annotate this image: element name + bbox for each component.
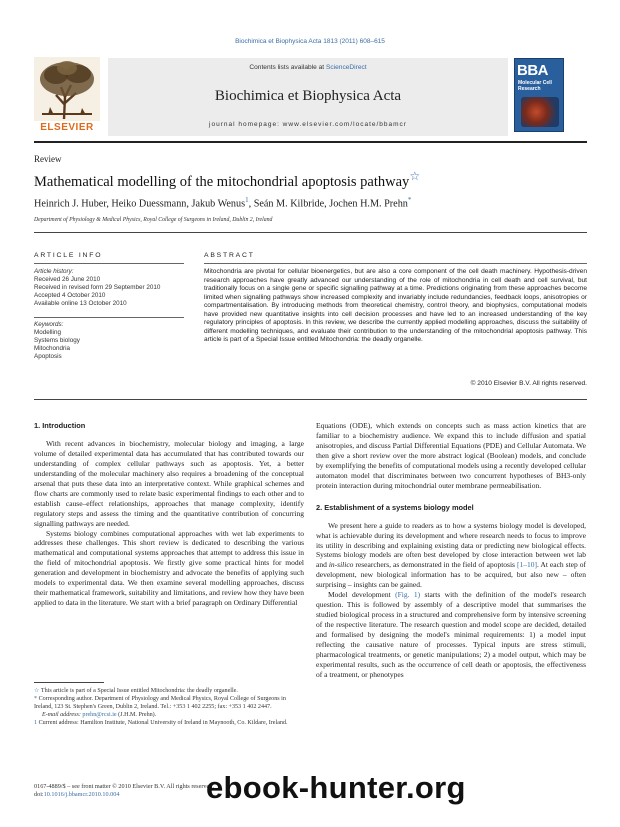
- affiliation: Department of Physiology & Medical Physics, Royal College of Surgeons in Ireland, Dublin 2, Ireland: [34, 217, 273, 223]
- author-name: Seán M. Kilbride: [253, 198, 325, 210]
- footnote: * Corresponding author. Department of Physiology and Medical Physics, Royal College of Surgeons in Ireland, 123 St. Stephen's Green, Dublin 2, Ireland. Tel.: +353 1 402 2255; fax: +353 1 402 2447.: [34, 696, 286, 710]
- cover-image: [521, 97, 559, 127]
- journal-header: [108, 58, 508, 136]
- paragraph: Equations (ODE), which extends on concepts such as mass action kinetics that are familiar to a biochemistry audience. We expand this to include diffusion and spatial anisotropies, and discuss Partial Differential Equations (PDE) and Cellular Automata. We then give a short review over the more abstract logical (Boolean) models, and conclude by exemplifying the benefits of computational models using a recently developed cellular automaton model that discriminates between two concurrent hypotheses of BH3-only protein interaction during mitochondrial outer membrane permeabilisation.: [316, 421, 586, 490]
- footnotes: [34, 687, 304, 727]
- paragraph: Systems biology combines computational approaches with wet lab experiments to addresses these challenges. This short review is dedicated to describing the various mathematical and computational systems approaches that attempt to address this issue in the field of mitochondrial apoptosis. We firstly give some practical hints for model generation and development in biochemistry and advocate the benefits of applying such models to experimental data. We then examine several modelling approaches, discuss their mathematical framework, suitability and limitations, and review how they have been applied to data in the literature. We start with a brief paragraph on Ordinary Differential: [34, 528, 304, 608]
- footnote-divider: [34, 682, 104, 683]
- header-divider: [34, 141, 587, 143]
- email-link[interactable]: prehn@rcsi.ie: [82, 712, 117, 718]
- footnote-email: E-mail address: prehn@rcsi.ie (J.H.M. Prehn).: [42, 712, 157, 718]
- divider: [34, 263, 184, 264]
- section-heading: 2. Establishment of a systems biology model: [316, 502, 474, 512]
- corresponding-author-mark[interactable]: *: [407, 196, 412, 204]
- elsevier-wordmark: ELSEVIER: [40, 122, 94, 133]
- divider: [204, 263, 587, 264]
- front-matter: [34, 783, 214, 799]
- doi-line: doi:10.1016/j.bbamcr.2010.10.004: [34, 791, 120, 798]
- divider: [34, 232, 587, 233]
- doi-link[interactable]: 10.1016/j.bbamcr.2010.10.004: [43, 791, 120, 798]
- copyright: © 2010 Elsevier B.V. All rights reserved.: [470, 380, 587, 387]
- paragraph: With recent advances in biochemistry, molecular biology and imaging, a large volume of detailed experimental data has accumulated that has contributed towards our understanding of complex cellular pathways such as apoptosis. Yet, a better understanding of the molecular machinery also requires a broadening of the conceptual arsenal that puts these data into an interpretative context. While graphical schemes and flow charts are commonly used to relate basic experimental findings to each other and to establish cause–effect relationships, approaches that manage complexity, identify regulatory steps and assess the timing and the quantitative contribution of concurring signalling pathways are needed.: [34, 438, 304, 528]
- watermark: ebook-hunter.org: [206, 770, 466, 805]
- divider: [34, 317, 184, 318]
- cover-subtitle: Molecular Cell Research: [518, 80, 552, 92]
- article-history: Article history: Received 26 June 2010 Received in revised form 29 September 2010 Accepted 4 October 2010 Available online 13 October 2010: [34, 268, 161, 307]
- article-info-heading: ARTICLE INFO: [34, 252, 103, 259]
- author-name: Heiko Duessmann: [111, 198, 187, 210]
- journal-title: Biochimica et Biophysica Acta: [214, 88, 402, 104]
- keyword: Mitochondria: [34, 345, 71, 352]
- author-name: Heinrich J. Huber: [34, 198, 107, 210]
- author-name: Jakub Wenus: [191, 198, 246, 210]
- journal-cover: [514, 58, 564, 132]
- keyword: Systems biology: [34, 337, 80, 344]
- body-column-right: [316, 421, 586, 680]
- keywords: Keywords: Modelling Systems biology Mitochondria Apoptosis: [34, 321, 184, 361]
- author-list: Heinrich J. Huber, Heiko Duessmann, Jakub Wenus$^1$, Seán M. Kilbride, Jochen H.M. Prehn*: [34, 196, 412, 210]
- paragraph: Model development (Fig. 1) starts with the definition of the model's research question. This is followed by assembly of a descriptive model that summarises the studied biological process in a structured and comprehensive form by intensive screening of the respective literature. The research question and model scope are decided, detailed and formalised by designing the model's minimal requirements: 1) a model input reflecting the causative nature of processes. Typical inputs are stress stimuli, pharmacological treatments, or genetic manipulations; 2) a model output, which may be experimental results, such as the occurrence of cell death or apoptosis, the effectiveness of a treatment, or phenotypes: [316, 590, 586, 679]
- issn-line: 0167-4889/$ – see front matter © 2010 Elsevier B.V. All rights reserved.: [34, 783, 214, 790]
- abstract-text: Mitochondria are pivotal for cellular bioenergetics, but are also a core component of the cell death machinery. Hypothesis-driven research approaches have greatly advanced our understanding of the role of mitochondria in cell death and cell survival, but traditionally focus on a single gene or specific signalling pathway at a time. Predictions originating from these approaches become limited when signalling pathways show increased complexity and invariably include redundancies, feedback loops, anisotropies or compartmentalisation. By introducing methods from theoretical chemistry, control theory, and biophysics, computational models have provided new quantitative insights into cell decision processes and have led to an increased understanding of the key regulatory principles of apoptosis. In this review, we describe the currently applied modelling approaches, discuss the suitability of different modelling techniques, and evaluate their contribution to the understanding of the mitochondrial apoptosis pathway. This article is part of a Special Issue entitled Mitochondria: the deadly organelle.: [204, 268, 587, 344]
- paragraph: We present here a guide to readers as to how a systems biology model is developed, what is achievable during its development and where research needs to focus to improve its utility in describing and explaining existing data or predicting new biological effects. Systems biology models are often best developed by close interaction between wet lab and in-silico researchers, as demonstrated in the field of apoptosis [1–10]. At each step of development, new biological information has to be acquired, but also new – often surprising – insights can be gained.: [316, 520, 586, 590]
- abstract-heading: ABSTRACT: [204, 252, 255, 259]
- author-footnote-mark[interactable]: 1: [245, 196, 249, 204]
- title-footnote-mark[interactable]: ☆: [409, 169, 421, 183]
- keyword: Apoptosis: [34, 353, 62, 360]
- keyword: Modelling: [34, 329, 61, 336]
- sciencedirect-link[interactable]: ScienceDirect: [325, 64, 367, 71]
- article-title: Mathematical modelling of the mitochondrial apoptosis pathway☆: [34, 169, 421, 190]
- journal-reference[interactable]: Biochimica et Biophysica Acta 1813 (2011) 608–615: [235, 38, 385, 45]
- cover-title: BBA: [517, 62, 548, 79]
- article-type: Review: [34, 154, 62, 164]
- citation-link[interactable]: [1–10]: [516, 560, 537, 570]
- journal-homepage[interactable]: journal homepage: www.elsevier.com/locate/bbamcr: [209, 121, 407, 128]
- section-heading: 1. Introduction: [34, 421, 86, 430]
- divider: [34, 399, 587, 400]
- contents-line: Contents lists available at ScienceDirect: [249, 64, 367, 71]
- figure-link[interactable]: (Fig. 1): [395, 590, 421, 600]
- footnote: ☆ This article is part of a Special Issue entitled Mitochondria: the deadly organelle.: [34, 688, 238, 694]
- body-column-left: [34, 421, 304, 608]
- footnote: 1 Current address: Hamilton Institute, National University of Ireland in Maynooth, Co. Kildare, Ireland.: [34, 720, 288, 726]
- author-name: Jochen H.M. Prehn: [329, 198, 408, 210]
